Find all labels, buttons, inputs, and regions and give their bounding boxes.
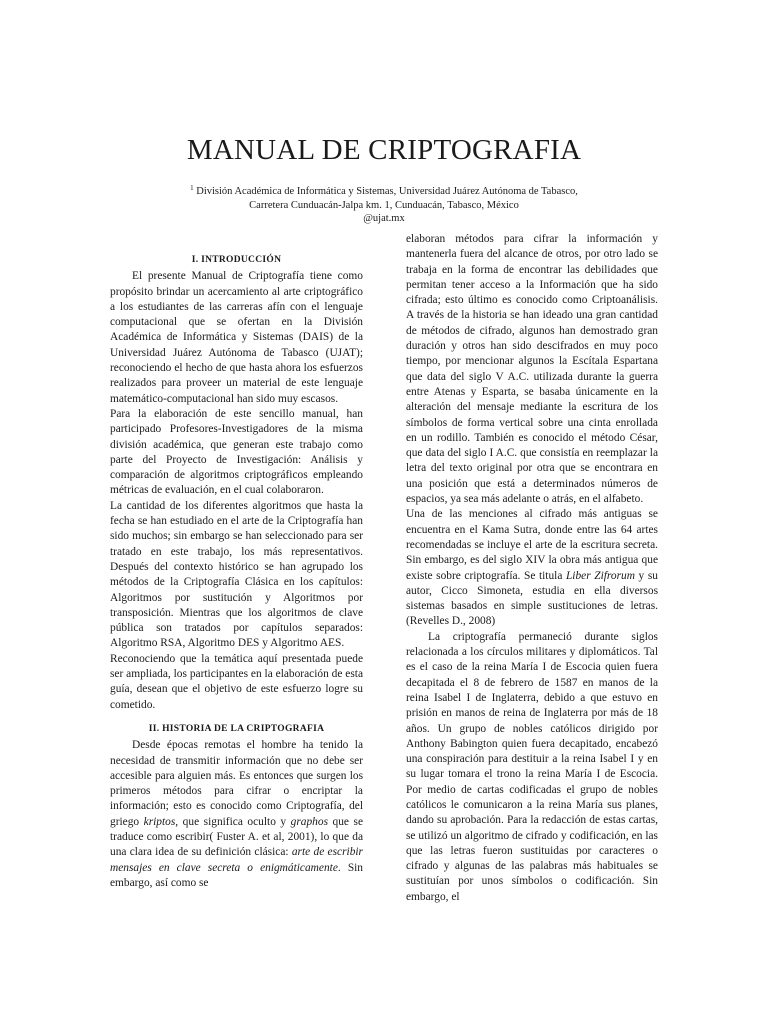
historia-paragraph-3: La criptografía permaneció durante siglos relacionada a los círculos militares y diplomáticos. Tal es el caso de la reina María I de Escocia quien fuera decapitada el 8 de febrero de 1587 en manos de la reina Isabel I de Inglaterra, debido a que estuvo en prisión en manos de reina de Inglaterra por más de 18 años. Un grupo de nobles católicos dirigido por Anthony Babington quien fuera decapitado, encabezó una conspiración para destituir a la reina Isabel I y en su lugar tomara el trono la reina María I de Escocia. Por medio de cartas codificadas el grupo de nobles católicos le comunicaron a la reina María sus planes, dando su aprobación. Para la redacción de estas cartas, se utilizó un algoritmo de cifrado y codificación, en las que las letras fueron sustituidas por caracteres o cifrado y algunas de las palabras más habituales se sustituían por unos símbolos o codificación. Sin embargo, el — [406, 630, 658, 903]
intro-paragraph-2: Para la elaboración de este sencillo manual, han participado Profesores-Investigadores de la misma división académica, que generan este trabajo como parte del Proyecto de Investigación: Análisis y comparación de algoritmos criptográficos empleando métricas de evaluación, en el cual colaboraron. — [110, 407, 363, 497]
document-title: MANUAL DE CRIPTOGRAFIA — [186, 134, 582, 166]
historia-text-c: que se traduce como escribir( Fuster A. et al, 2001), lo que da una clara idea de su definición clásica: — [110, 815, 364, 859]
historia-p2-text-b: y su autor, Cicco Simoneta, estudia en ella diversos sistemas basados en simple sustituciones de letras. (Revelles D., 2008) — [406, 569, 658, 628]
historia-text-d: . Sin embargo, así como se — [110, 861, 364, 889]
section-heading-historia: II. HISTORIA DE LA CRIPTOGRAFIA — [148, 723, 325, 734]
definition-classic: arte de escribir mensajes en clave secreta o enigmáticamente — [110, 846, 363, 874]
historia-p2-text-a: Una de las menciones al cifrado más antiguas se encuentra en el Kama Sutra, donde entre las 64 artes recomendadas se incluye el arte de la escritura secreta. Sin embargo, es del siglo XIV la obra más antigua que existe sobre criptografía. Se titula — [406, 508, 658, 582]
term-graphos: graphos — [290, 815, 328, 828]
right-column — [406, 232, 658, 905]
section-heading-introduccion: I. INTRODUCCIÓN — [191, 255, 282, 265]
affiliation-division: División Académica de Informática y Sistemas, Universidad Juárez Autónoma de Tabasco, — [196, 186, 578, 197]
term-kriptos: kriptos — [143, 815, 176, 828]
intro-paragraph-4: Reconociendo que la temática aquí presentada puede ser ampliada, los participantes en la elaboración de esta guía, desean que el objetivo de este esfuerzo logre su cometido. — [110, 652, 363, 711]
historia-paragraph-1 — [110, 738, 363, 891]
historia-text-a: Desde épocas remotas el hombre ha tenido la necesidad de transmitir información que no debe ser accesible para alguien más. Es entonces que surgen los primeros métodos para cifrar o encriptar la información; esto es conocido como Criptografía, del griego — [110, 739, 363, 828]
title-liber-zifrorum: Liber Zifrorum — [565, 569, 635, 582]
historia-paragraph-2 — [406, 507, 658, 629]
affiliation-line-1 — [120, 182, 648, 199]
left-column — [110, 253, 363, 891]
affiliation-address: Carretera Cunduacán-Jalpa km. 1, Cunduacán, Tabasco, México — [249, 199, 519, 211]
affiliation-email: @ujat.mx — [363, 213, 405, 224]
affiliation-superscript: 1 — [190, 184, 194, 192]
affiliation-block — [120, 182, 648, 226]
intro-paragraph-3: La cantidad de los diferentes algoritmos que hasta la fecha se han estudiado en el arte de la Criptografía han sido muchos; sin embargo se han seleccionado para ser tratado en este trabajo, los más representativos. Después del contexto histórico se han agrupado los métodos de la Criptografía Clásica en los capítulos: Algoritmos por sustitución y Algoritmos por transposición. Mientras que los algoritmos de clave pública son tratados por capítulos separados: Algoritmo RSA, Algoritmo DES y Algoritmo AES. — [110, 499, 363, 650]
intro-paragraph-1: El presente Manual de Criptografía tiene como propósito brindar un acercamiento al arte criptográfico a los estudiantes de las carreras afín con el lenguaje computacional que se ofertan en la División Académica de Informática y Sistemas (DAIS) de la Universidad Juárez Autónoma de Tabasco (UJAT); reconociendo el hecho de que hasta ahora los esfuerzos realizados para proveer un material de este lenguaje matemático-computacional han sido muy escasos. — [110, 270, 363, 405]
historia-paragraph-1-cont: elaboran métodos para cifrar la información y mantenerla fuera del alcance de otros, por otro lado se trabaja en la forma de encontrar las debilidades que permitan tener acceso a la Información que ha sido cifrada; esto último es conocido como Criptoanálisis. A través de la historia se han ideado una gran cantidad de métodos de cifrado, algunos han demostrado gran duración y otros han sido descifrados en muy poco tiempo, por mencionar algunos la Escítala Espartana que data del siglo V A.C. utilizada durante la guerra entre Atenas y Esparta, se basaba únicamente en la alteración del mensaje mediante la escritura de los símbolos de forma vertical sobre una cinta enrollada en un rodillo. También es conocido el método César, que data del siglo I A.C. que consistía en reemplazar la letra del texto original por otra que se encontrara en una posición que está a determinados números de espacios, ya sea más adelante o atrás, en el alfabeto. — [406, 233, 658, 506]
historia-text-b: , que significa oculto y — [175, 815, 291, 828]
